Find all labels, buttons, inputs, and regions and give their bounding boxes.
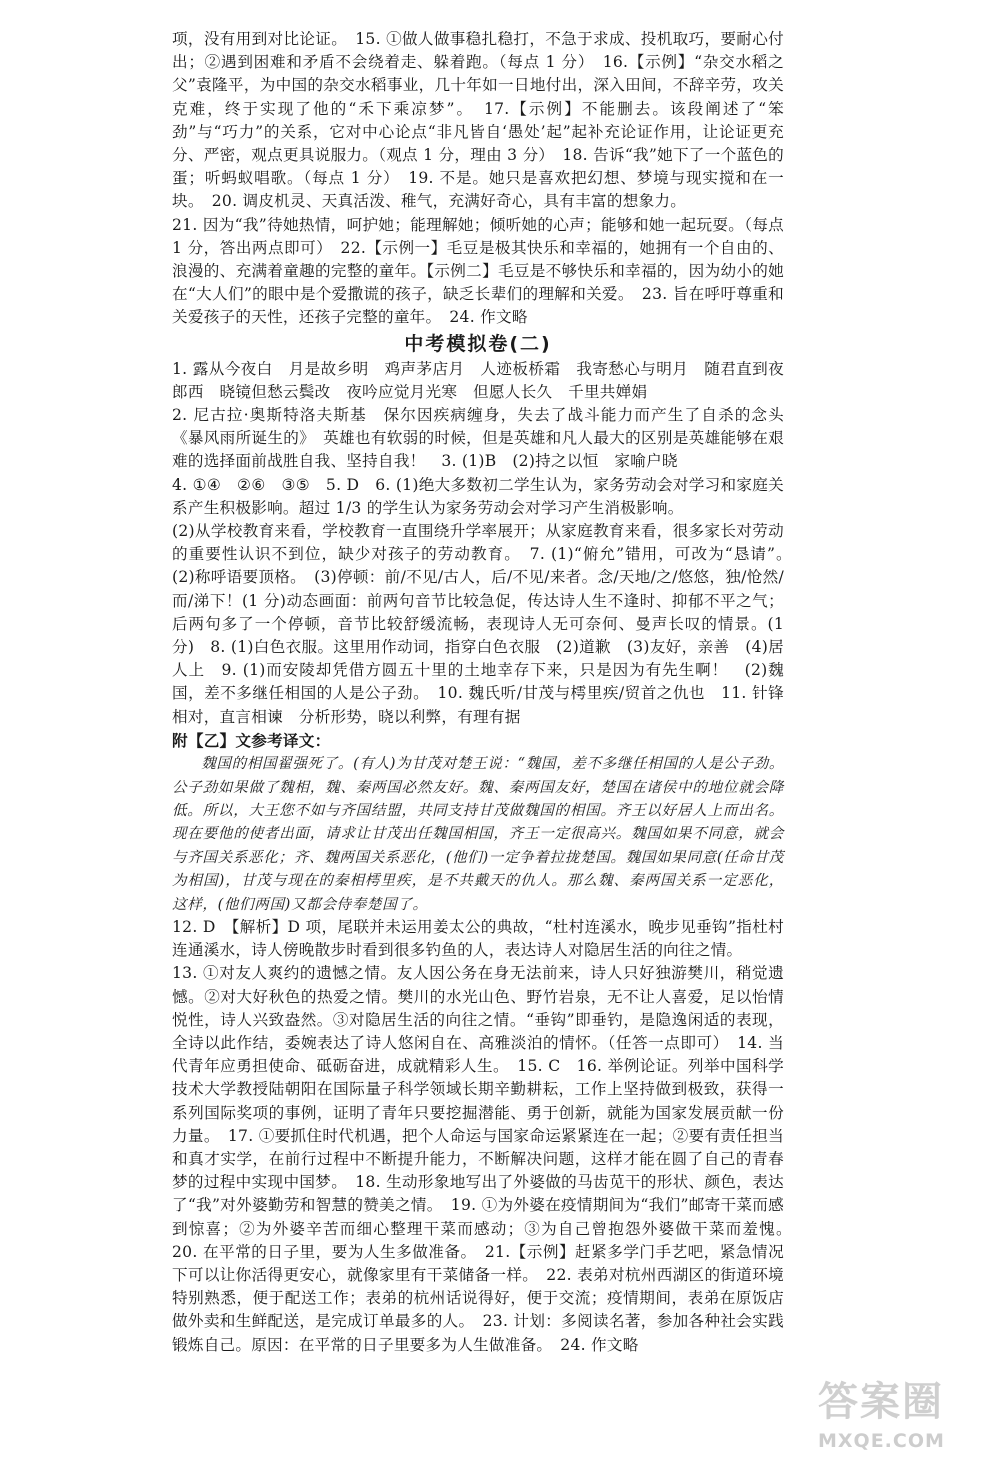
answer-paragraph: 12. D 【解析】D 项，尾联并未运用姜太公的典故，“杜村连溪水，晚步见垂钩”指杜村连通溪水，诗人傍晚散步时看到很多钓鱼的人，表达诗人对隐居生活的向往之情。 [172,917,784,960]
translation-text: 魏国的相国翟强死了。(有人)为甘茂对楚王说：“魏国，差不多继任相国的人是公子劲。公子劲如果做了魏相，魏、秦两国必然友好。魏、秦两国友好，楚国在诸侯中的地位就会降低。所以，大王您不如与齐国结盟，共同支持甘茂做魏国的相国。齐王以好居人上而出名。现在要他的使者出面，请求让甘茂出任魏国相国，齐王一定很高兴。魏国如果不同意，就会与齐国关系恶化；齐、魏两国关系恶化，(他们)一定争着拉拢楚国。魏国如果同意(任命甘茂为相国)，甘茂与现在的秦相樗里疾，是不共戴天的仇人。那么魏、秦两国关系一定恶化，这样，(他们两国)又都会侍奉楚国了。 [172,755,785,913]
answer-paragraph: 4. ①④ ②⑥ ③⑤ 5. D 6. (1)绝大多数初二学生认为，家务劳动会对学习和家庭关系产生积极影响。超过 1/3 的学生认为家务劳动会对学习产生消极影响。 [172,475,784,517]
answer-paragraph: 2. 尼古拉·奥斯特洛夫斯基 保尔因疾病缠身，失去了战斗能力而产生了自杀的念头 《暴风雨所诞生的》 英雄也有软弱的时候，但是英雄和凡人最大的区别是英雄能够在艰难的选择面前战胜自我、坚持自我！ 3. (1)B (2)持之以恒 家喻户晓 [172,406,800,471]
watermark [818,1378,988,1466]
answer-paragraph: 21. 因为“我”待她热情，呵护她；能理解她；倾听她的心声；能够和她一起玩耍。（每点 1 分，答出两点即可） 22.【示例一】毛豆是极其快乐和幸福的，她拥有一个自由的、浪漫的、充满着童趣的完整的童年。【示例二】毛豆是不够快乐和幸福的，因为幼小的她在“大人们”的眼中是个爱撒谎的孩子，缺乏长辈们的理解和关爱。 23. 旨在呼吁尊重和关爱孩子的天性，还孩子完整的童年。 24. 作文略 [172,215,784,327]
section-title: 中考模拟卷(二) [404,332,552,355]
watermark-url: MXQE.COM [818,1430,945,1452]
translation-label: 附【乙】文参考译文： [172,730,331,750]
answer-page [172,28,800,1357]
answer-paragraph: 1. 露从今夜白 月是故乡明 鸡声茅店月 人迹板桥霜 我寄愁心与明月 随君直到夜郎西 晓镜但愁云鬓改 夜吟应觉月光寒 但愿人长久 千里共婵娟 [172,359,784,401]
answer-paragraph: (2)从学校教育来看，学校教育一直围绕升学率展开；从家庭教育来看，很多家长对劳动的重要性认识不到位，缺少对孩子的劳动教育。 7. (1)“俯允”错用，可改为“恳请”。 (2)称呼语要顶格。 (3)停顿：前/不见/古人，后/不见/来者。念/天地/之/悠悠，独/怆然/而/涕下！(1 分)动态画面：前两句音节比较急促，传达诗人生不逢时、抑郁不平之气；后两句多了一个停顿，音节比较舒缓流畅，表现诗人无可奈何、曼声长叹的情景。(1 分) 8. (1)白色衣服。这里用作动词，指穿白色衣服 (2)道歉 (3)友好，亲善 (4)居人上 9. (1)而安陵却凭借方圆五十里的土地幸存下来，只是因为有先生啊！ (2)魏国，差不多继任相国的人是公子劲。 10. 魏氏听/甘茂与樗里疾/贸首之仇也 11. 针锋相对，直言相谏 分析形势，晓以利弊，有理有据 [172,522,800,726]
translation-block [172,752,784,916]
answer-paragraph: 项，没有用到对比论证。 15. ①做人做事稳扎稳打，不急于求成、投机取巧，要耐心付出；②遇到困难和矛盾不会绕着走、躲着跑。（每点 1 分） 16.【示例】“杂交水稻之父”袁隆平，为中国的杂交水稻事业，几十年如一日地付出，深入田间，不辞辛劳，攻关克难，终于实现了他的“禾下乘凉梦”。 17.【示例】不能删去。该段阐述了“笨劲”与“巧力”的关系，它对中心论点“非凡皆自‘愚处’起”起补充论证作用，让论证更充分、严密，观点更具说服力。（观点 1 分，理由 3 分） 18. 告诉“我”她下了一个蓝色的蛋；听蚂蚁唱歌。（每点 1 分） 19. 不是。她只是喜欢把幻想、梦境与现实搅和在一块。 20. 调皮机灵、天真活泼、稚气，充满好奇心，具有丰富的想象力。 [172,30,784,211]
answer-paragraph: 13. ①对友人爽约的遗憾之情。友人因公务在身无法前来，诗人只好独游樊川，稍觉遗憾。②对大好秋色的热爱之情。樊川的水光山色、野竹岩泉，无不让人喜爱，足以怡情悦性，诗人兴致盎然。③对隐居生活的向往之情。“垂钩”即垂钓，是隐逸闲适的表现，全诗以此作结，委婉表达了诗人悠闲自在、高雅淡泊的情怀。（任答一点即可） 14. 当代青年应勇担使命、砥砺奋进，成就精彩人生。 15. C 16. 举例论证。列举中国科学技术大学教授陆朝阳在国际量子科学领域长期辛勤耕耘，工作上坚持做到极致，获得一系列国际奖项的事例，证明了青年只要挖掘潜能、勇于创新，就能为国家发展贡献一份力量。 17. ①要抓住时代机遇，把个人命运与国家命运紧紧连在一起；②要有责任担当和真才实学，在前行过程中不断提升能力，不断解决问题，这样才能在圆了自己的青春梦的过程中实现中国梦。 18. 生动形象地写出了外婆做的马齿苋干的形状、颜色，表达了“我”对外婆勤劳和智慧的赞美之情。 19. ①为外婆在疫情期间为“我们”邮寄干菜而感到惊喜；②为外婆辛苦而细心整理干菜而感动；③为自己曾抱怨外婆做干菜而羞愧。 20. 在平常的日子里，要为人生多做准备。 21.【示例】赶紧多学门手艺吧，紧急情况下可以让你活得更安心，就像家里有干菜储备一样。 22. 表弟对杭州西湖区的街道环境特别熟悉，便于配送工作；表弟的杭州话说得好，便于交流；疫情期间，表弟在原饭店做外卖和生鲜配送，是完成订单最多的人。 23. 计划：多阅读名著，参加各种社会实践锻炼自己。原因：在平常的日子里要多为人生做准备。 24. 作文略 [172,964,800,1354]
watermark-logo: 答案圈 [818,1379,944,1425]
